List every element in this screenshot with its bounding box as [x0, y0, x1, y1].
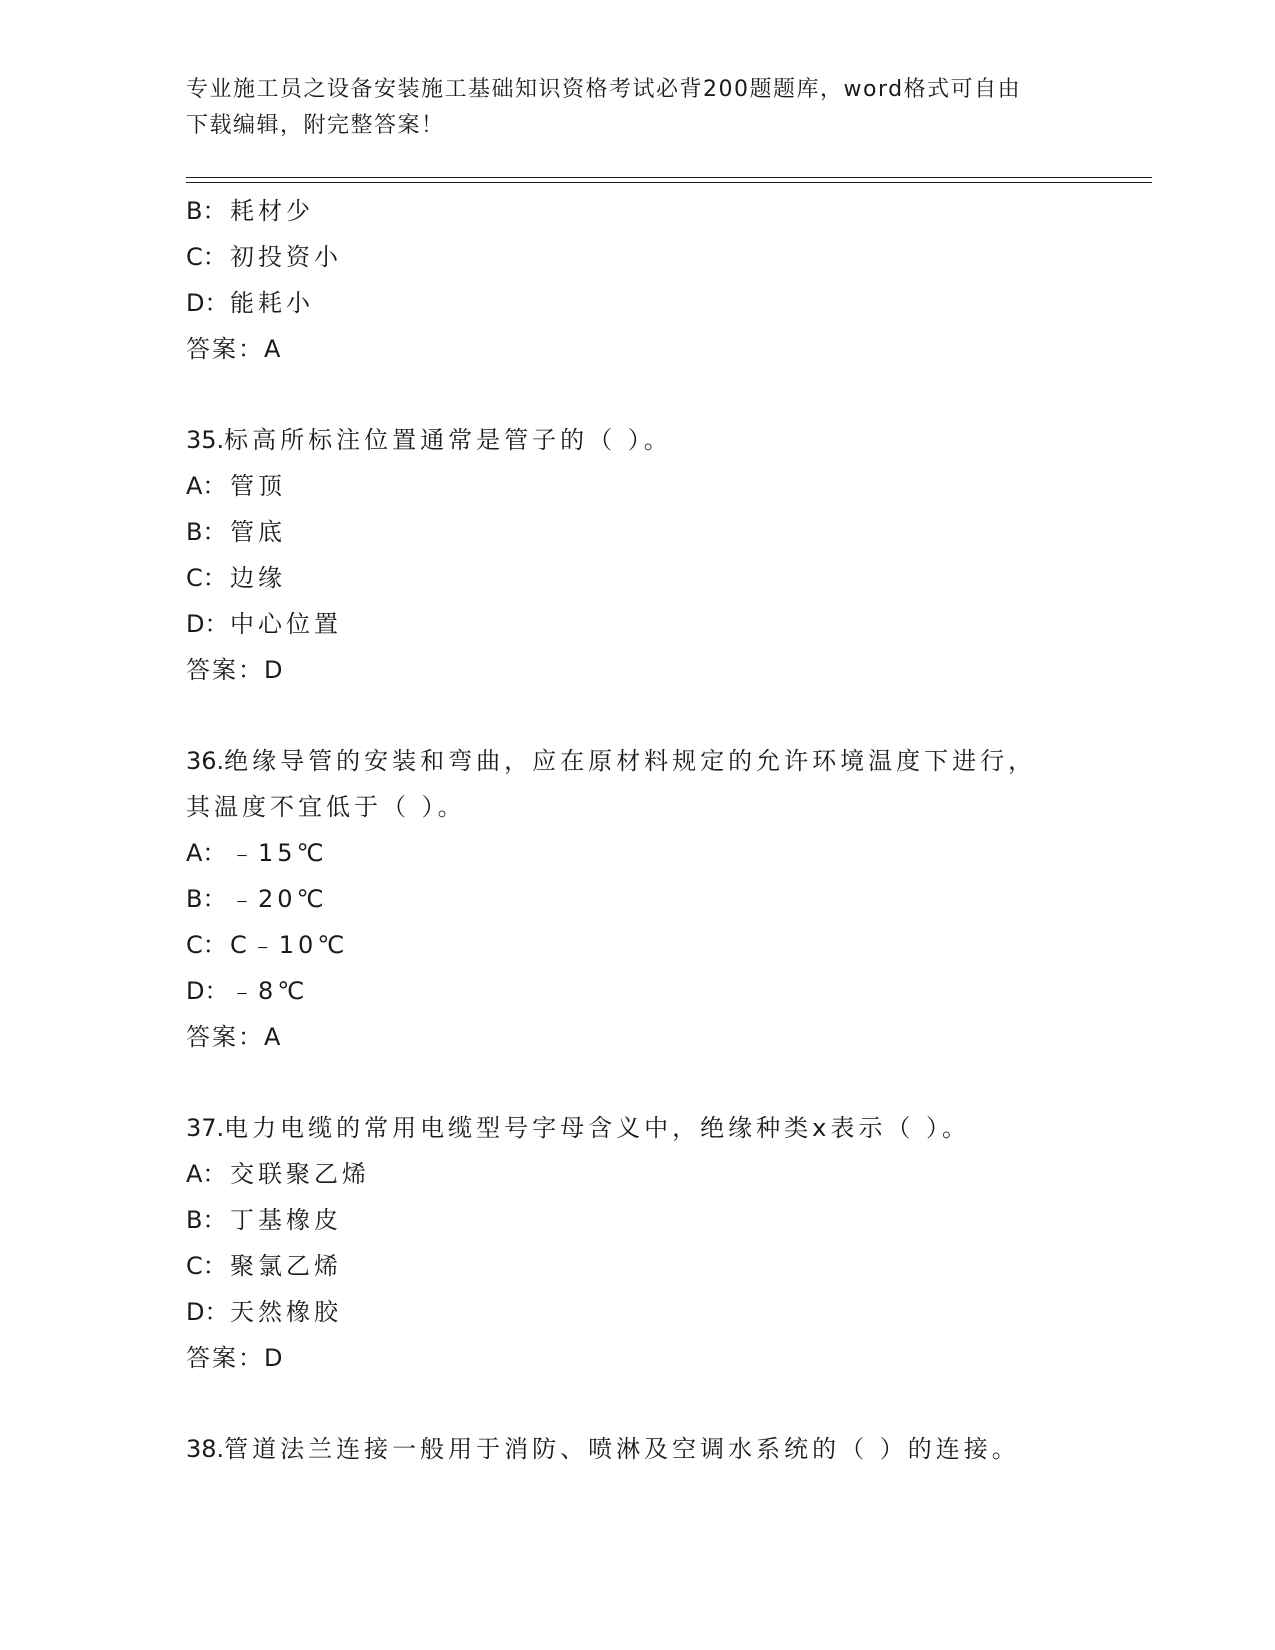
option-letter: A：: [186, 1160, 227, 1188]
question-text: [186, 1426, 1152, 1472]
question-text: [186, 1105, 1152, 1151]
option-text: 初投资小: [230, 243, 342, 271]
option-c: [186, 555, 1152, 601]
question-list: [186, 188, 1152, 1472]
option-text: 管顶: [230, 472, 286, 500]
option-b: [186, 509, 1152, 555]
option-c: [186, 234, 1152, 280]
question-stem: 电力电缆的常用电缆型号字母含义中，绝缘种类x表示（ ）。: [224, 1114, 971, 1142]
answer-line: 答案：A: [186, 335, 283, 363]
question-block-38: [186, 1426, 1152, 1472]
option-text: 中心位置: [230, 610, 342, 638]
question-block-36: [186, 738, 1152, 1060]
question-block-35: [186, 417, 1152, 693]
header-divider-top: [186, 177, 1152, 178]
option-letter: C：: [186, 564, 227, 592]
option-text: ﹣20℃: [230, 885, 328, 913]
option-text: 聚氯乙烯: [230, 1252, 342, 1280]
option-letter: D：: [186, 1298, 229, 1326]
question-stem: 绝缘导管的安装和弯曲，应在原材料规定的允许环境温度下进行，: [224, 747, 1037, 775]
answer-line: 答案：A: [186, 1023, 283, 1051]
option-text: 边缘: [230, 564, 286, 592]
question-block-37: [186, 1105, 1152, 1381]
option-letter: C：: [186, 243, 227, 271]
question-text-continued: 其温度不宜低于（ ）。: [186, 793, 466, 821]
answer-line: 答案：D: [186, 656, 285, 684]
header-divider-bottom: [186, 182, 1152, 183]
spacer: [186, 372, 1152, 417]
option-a: [186, 463, 1152, 509]
question-text: [186, 417, 1152, 463]
option-b: [186, 188, 1152, 234]
option-d: [186, 968, 1152, 1014]
option-a: [186, 830, 1152, 876]
option-text: C﹣10℃: [230, 931, 349, 959]
option-text: 天然橡胶: [230, 1298, 342, 1326]
question-number: 36.: [186, 747, 225, 775]
question-stem: 标高所标注位置通常是管子的（ ）。: [224, 426, 672, 454]
option-d: [186, 280, 1152, 326]
option-text: 管底: [230, 518, 286, 546]
option-text: 能耗小: [230, 289, 314, 317]
question-number: 35.: [186, 426, 225, 454]
question-text: [186, 738, 1152, 784]
option-letter: C：: [186, 1252, 227, 1280]
option-b: [186, 1197, 1152, 1243]
document-header: [186, 72, 1086, 144]
answer-line: 答案：D: [186, 1344, 285, 1372]
option-letter: B：: [186, 885, 227, 913]
option-letter: B：: [186, 1206, 227, 1234]
header-line-2: 下载编辑，附完整答案！: [186, 113, 445, 138]
option-letter: B：: [186, 518, 227, 546]
option-c: [186, 1243, 1152, 1289]
option-text: 耗材少: [230, 197, 314, 225]
header-line-1: 专业施工员之设备安装施工基础知识资格考试必背200题题库，word格式可自由: [186, 77, 1022, 102]
option-letter: D：: [186, 610, 229, 638]
option-letter: C：: [186, 931, 227, 959]
option-text: ﹣15℃: [230, 839, 328, 867]
option-b: [186, 876, 1152, 922]
option-letter: A：: [186, 472, 227, 500]
question-number: 38.: [186, 1435, 225, 1463]
option-a: [186, 1151, 1152, 1197]
option-letter: A：: [186, 839, 227, 867]
question-block-34: [186, 188, 1152, 372]
spacer: [186, 1381, 1152, 1426]
spacer: [186, 1060, 1152, 1105]
option-letter: D：: [186, 977, 229, 1005]
option-text: ﹣8℃: [230, 977, 309, 1005]
option-text: 丁基橡皮: [230, 1206, 342, 1234]
question-number: 37.: [186, 1114, 225, 1142]
option-d: [186, 1289, 1152, 1335]
option-text: 交联聚乙烯: [230, 1160, 370, 1188]
spacer: [186, 693, 1152, 738]
option-letter: D：: [186, 289, 229, 317]
option-c: [186, 922, 1152, 968]
option-letter: B：: [186, 197, 227, 225]
question-stem: 管道法兰连接一般用于消防、喷淋及空调水系统的（ ）的连接。: [224, 1435, 1020, 1463]
option-d: [186, 601, 1152, 647]
